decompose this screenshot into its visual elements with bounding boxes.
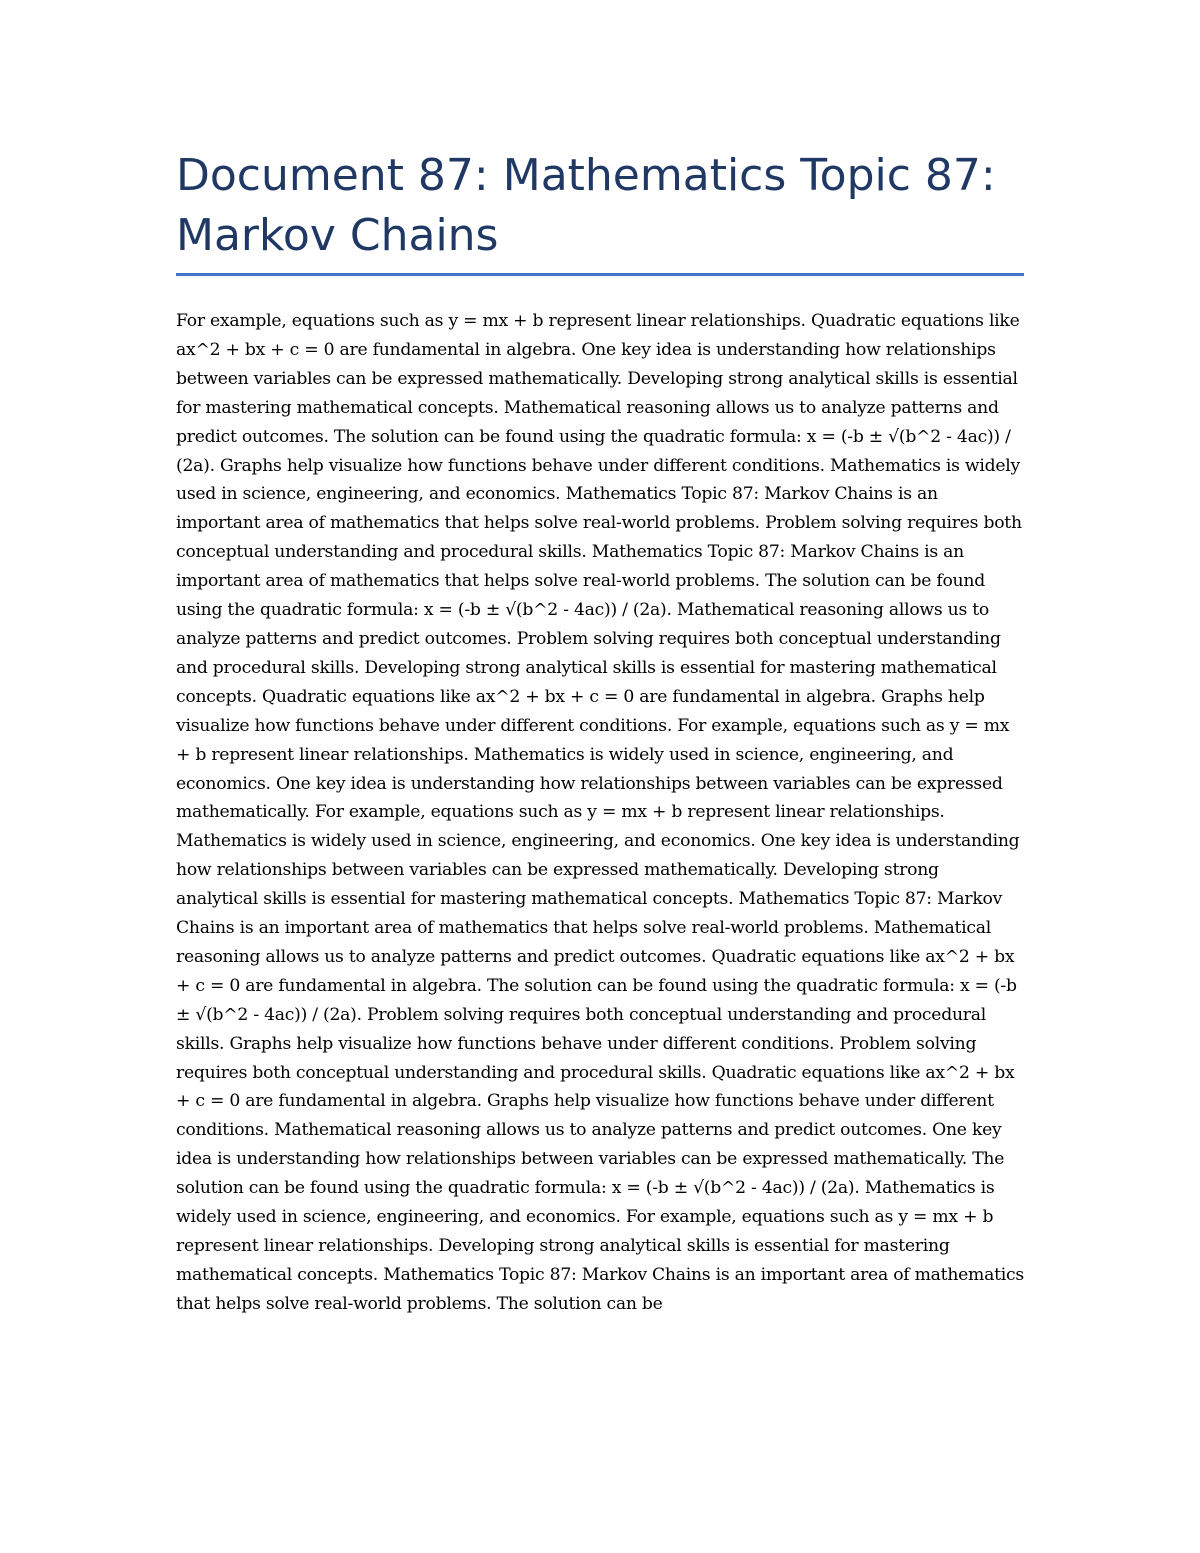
document-title: Document 87: Mathematics Topic 87: Markov Chains — [176, 150, 996, 261]
title-underline — [176, 273, 1024, 276]
document-page — [176, 146, 1024, 1319]
body-paragraph: For example, equations such as y = mx + b represent linear relationships. Quadratic equations like ax^2 + bx + c = 0 are fundamental in algebra. One key idea is understanding how relationships between variables can be expressed mathematically. Developing strong analytical skills is essential for mastering mathematical concepts. Mathematical reasoning allows us to analyze patterns and predict outcomes. The solution can be found using the quadratic formula: x = (-b ± √(b^2 - 4ac)) / (2a). Graphs help visualize how functions behave under different conditions. Mathematics is widely used in science, engineering, and economics. Mathematics Topic 87: Markov Chains is an important area of mathematics that helps solve real-world problems. Problem solving requires both conceptual understanding and procedural skills. Mathematics Topic 87: Markov Chains is an important area of mathematics that helps solve real-world problems. The solution can be found using the quadratic formula: x = (-b ± √(b^2 - 4ac)) / (2a). Mathematical reasoning allows us to analyze patterns and predict outcomes. Problem solving requires both conceptual understanding and procedural skills. Developing strong analytical skills is essential for mastering mathematical concepts. Quadratic equations like ax^2 + bx + c = 0 are fundamental in algebra. Graphs help visualize how functions behave under different conditions. For example, equations such as y = mx + b represent linear relationships. Mathematics is widely used in science, engineering, and economics. One key idea is understanding how relationships between variables can be expressed mathematically. For example, equations such as y = mx + b represent linear relationships. Mathematics is widely used in science, engineering, and economics. One key idea is understanding how relationships between variables can be expressed mathematically. Developing strong analytical skills is essential for mastering mathematical concepts. Mathematics Topic 87: Markov Chains is an important area of mathematics that helps solve real-world problems. Mathematical reasoning allows us to analyze patterns and predict outcomes. Quadratic equations like ax^2 + bx + c = 0 are fundamental in algebra. The solution can be found using the quadratic formula: x = (-b ± √(b^2 - 4ac)) / (2a). Problem solving requires both conceptual understanding and procedural skills. Graphs help visualize how functions behave under different conditions. Problem solving requires both conceptual understanding and procedural skills. Quadratic equations like ax^2 + bx + c = 0 are fundamental in algebra. Graphs help visualize how functions behave under different conditions. Mathematical reasoning allows us to analyze patterns and predict outcomes. One key idea is understanding how relationships between variables can be expressed mathematically. The solution can be found using the quadratic formula: x = (-b ± √(b^2 - 4ac)) / (2a). Mathematics is widely used in science, engineering, and economics. For example, equations such as y = mx + b represent linear relationships. Developing strong analytical skills is essential for mastering mathematical concepts. Mathematics Topic 87: Markov Chains is an important area of mathematics that helps solve real-world problems. The solution can be — [176, 311, 1024, 1314]
